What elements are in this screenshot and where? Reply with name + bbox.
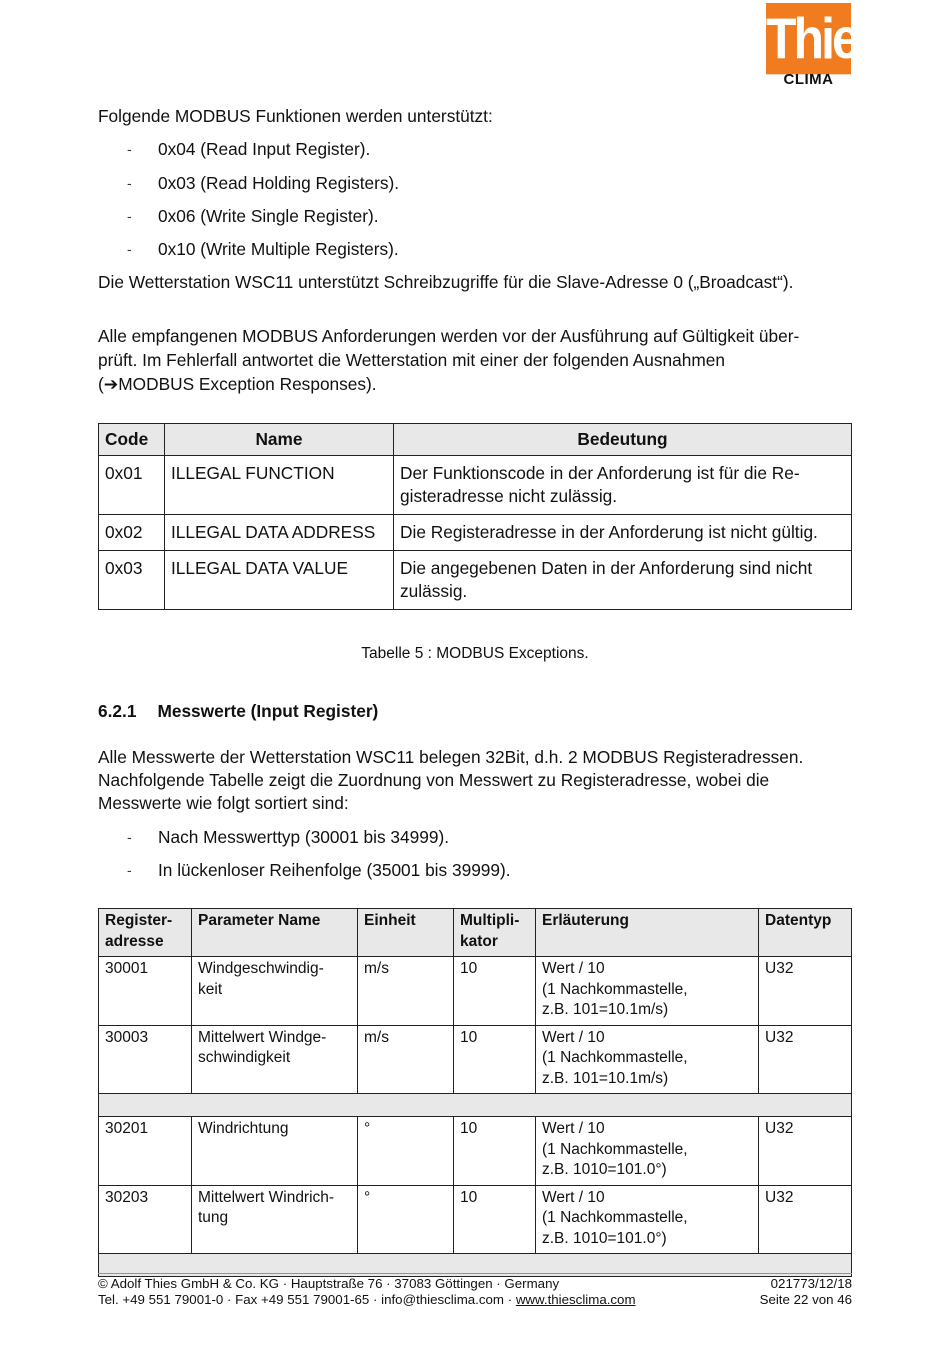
- arrow-right-icon: ➔: [103, 374, 119, 394]
- exception-name: ILLEGAL FUNCTION: [165, 456, 394, 515]
- separator-row: [99, 1094, 852, 1117]
- function-item: 0x06 (Write Single Register).: [158, 206, 379, 226]
- validation-line-3: (➔MODBUS Exception Responses).: [98, 374, 377, 394]
- exception-reference: MODBUS Exception Responses).: [118, 374, 377, 394]
- sort-item: Nach Messwerttyp (30001 bis 34999).: [158, 827, 450, 847]
- exception-name: ILLEGAL DATA VALUE: [165, 551, 394, 610]
- function-item: 0x10 (Write Multiple Registers).: [158, 239, 399, 259]
- bullet-dash: -: [127, 862, 132, 878]
- table-header-row: [99, 424, 852, 456]
- exception-code: 0x03: [99, 551, 165, 610]
- header-explanation: Erläuterung: [536, 909, 759, 957]
- table-caption: Tabelle 5 : MODBUS Exceptions.: [361, 645, 589, 662]
- multiplier: 10: [454, 957, 536, 1026]
- section-title: Messwerte (Input Register): [157, 701, 379, 721]
- section-heading: [98, 701, 378, 722]
- footer-company: © Adolf Thies GmbH & Co. KG · Hauptstraße 76 · 37083 Göttingen · Germany: [98, 1276, 560, 1291]
- unit: m/s: [358, 1025, 454, 1094]
- measure-line-2: Nachfolgende Tabelle zeigt die Zuordnung von Messwert zu Registeradresse, wobei die: [98, 770, 770, 790]
- multiplier: 10: [454, 1117, 536, 1186]
- table-header-row: [99, 909, 852, 957]
- table-row: [99, 515, 852, 551]
- register-address: 30003: [99, 1025, 192, 1094]
- measure-line-3: Messwerte wie folgt sortiert sind:: [98, 793, 349, 813]
- broadcast-text: Die Wetterstation WSC11 unterstützt Schreibzugriffe für die Slave-Adresse 0 („Broadcast“).: [98, 272, 794, 292]
- footer-doc-number: 021773/12/18: [770, 1276, 852, 1291]
- header-parameter-name: Parameter Name: [192, 909, 358, 957]
- function-item: 0x04 (Read Input Register).: [158, 139, 371, 159]
- table-row: [99, 957, 852, 1026]
- header-data-type: Datentyp: [759, 909, 852, 957]
- table-row: [99, 456, 852, 515]
- unit: m/s: [358, 957, 454, 1026]
- parameter-name: Mittelwert Windrich- tung: [192, 1185, 358, 1254]
- validation-line-1: Alle empfangenen MODBUS Anforderungen werden vor der Ausführung auf Gültigkeit über-: [98, 326, 800, 346]
- sort-item: In lückenloser Reihenfolge (35001 bis 39999).: [158, 860, 511, 880]
- table-row: [99, 1185, 852, 1254]
- header-name: Name: [165, 424, 394, 456]
- header-register-address: Register- adresse: [99, 909, 192, 957]
- multiplier: 10: [454, 1025, 536, 1094]
- header-multiplier: Multipli- kator: [454, 909, 536, 957]
- bullet-dash: -: [127, 829, 132, 845]
- unit: °: [358, 1117, 454, 1186]
- logo-sub: CLIMA: [783, 71, 834, 88]
- exception-code: 0x01: [99, 456, 165, 515]
- exceptions-table: [98, 423, 852, 610]
- parameter-name: Mittelwert Windge- schwindigkeit: [192, 1025, 358, 1094]
- exception-name: ILLEGAL DATA ADDRESS: [165, 515, 394, 551]
- header-code: Code: [99, 424, 165, 456]
- explanation: Wert / 10 (1 Nachkommastelle, z.B. 101=10.1m/s): [536, 957, 759, 1026]
- table-row: [99, 551, 852, 610]
- intro-text: Folgende MODBUS Funktionen werden unterstützt:: [98, 106, 493, 126]
- exception-meaning: Die angegebenen Daten in der Anforderung sind nicht zulässig.: [394, 551, 852, 610]
- bullet-dash: -: [127, 175, 132, 191]
- register-address: 30203: [99, 1185, 192, 1254]
- explanation: Wert / 10 (1 Nachkommastelle, z.B. 1010=101.0°): [536, 1185, 759, 1254]
- header-unit: Einheit: [358, 909, 454, 957]
- register-address: 30201: [99, 1117, 192, 1186]
- logo-brand: Thies: [766, 3, 851, 74]
- data-type: U32: [759, 1117, 852, 1186]
- data-type: U32: [759, 1185, 852, 1254]
- multiplier: 10: [454, 1185, 536, 1254]
- bullet-dash: -: [127, 141, 132, 157]
- explanation: Wert / 10 (1 Nachkommastelle, z.B. 101=10.1m/s): [536, 1025, 759, 1094]
- exception-meaning: Die Registeradresse in der Anforderung ist nicht gültig.: [394, 515, 852, 551]
- data-type: U32: [759, 1025, 852, 1094]
- register-table: [98, 908, 852, 1277]
- data-type: U32: [759, 957, 852, 1026]
- unit: °: [358, 1185, 454, 1254]
- thies-clima-logo: [766, 3, 882, 88]
- footer-divider: [98, 1273, 852, 1274]
- table-row: [99, 1117, 852, 1186]
- validation-line-2: prüft. Im Fehlerfall antwortet die Wetterstation mit einer der folgenden Ausnahmen: [98, 350, 725, 370]
- exception-code: 0x02: [99, 515, 165, 551]
- bullet-dash: -: [127, 241, 132, 257]
- exception-meaning: Der Funktionscode in der Anforderung ist für die Re-gisteradresse nicht zulässig.: [394, 456, 852, 515]
- bullet-dash: -: [127, 208, 132, 224]
- parameter-name: Windgeschwindig- keit: [192, 957, 358, 1026]
- header-meaning: Bedeutung: [394, 424, 852, 456]
- footer-page-number: Seite 22 von 46: [759, 1292, 852, 1307]
- table-row: [99, 1025, 852, 1094]
- section-number: 6.2.1: [98, 701, 137, 721]
- measure-line-1: Alle Messwerte der Wetterstation WSC11 belegen 32Bit, d.h. 2 MODBUS Registeradressen.: [98, 747, 804, 767]
- function-item: 0x03 (Read Holding Registers).: [158, 173, 400, 193]
- register-address: 30001: [99, 957, 192, 1026]
- explanation: Wert / 10 (1 Nachkommastelle, z.B. 1010=101.0°): [536, 1117, 759, 1186]
- website-link[interactable]: www.thiesclima.com: [515, 1292, 636, 1307]
- footer-contact: Tel. +49 551 79001-0 · Fax +49 551 79001-65 · info@thiesclima.com · www.thiesclima.com: [98, 1292, 636, 1307]
- parameter-name: Windrichtung: [192, 1117, 358, 1186]
